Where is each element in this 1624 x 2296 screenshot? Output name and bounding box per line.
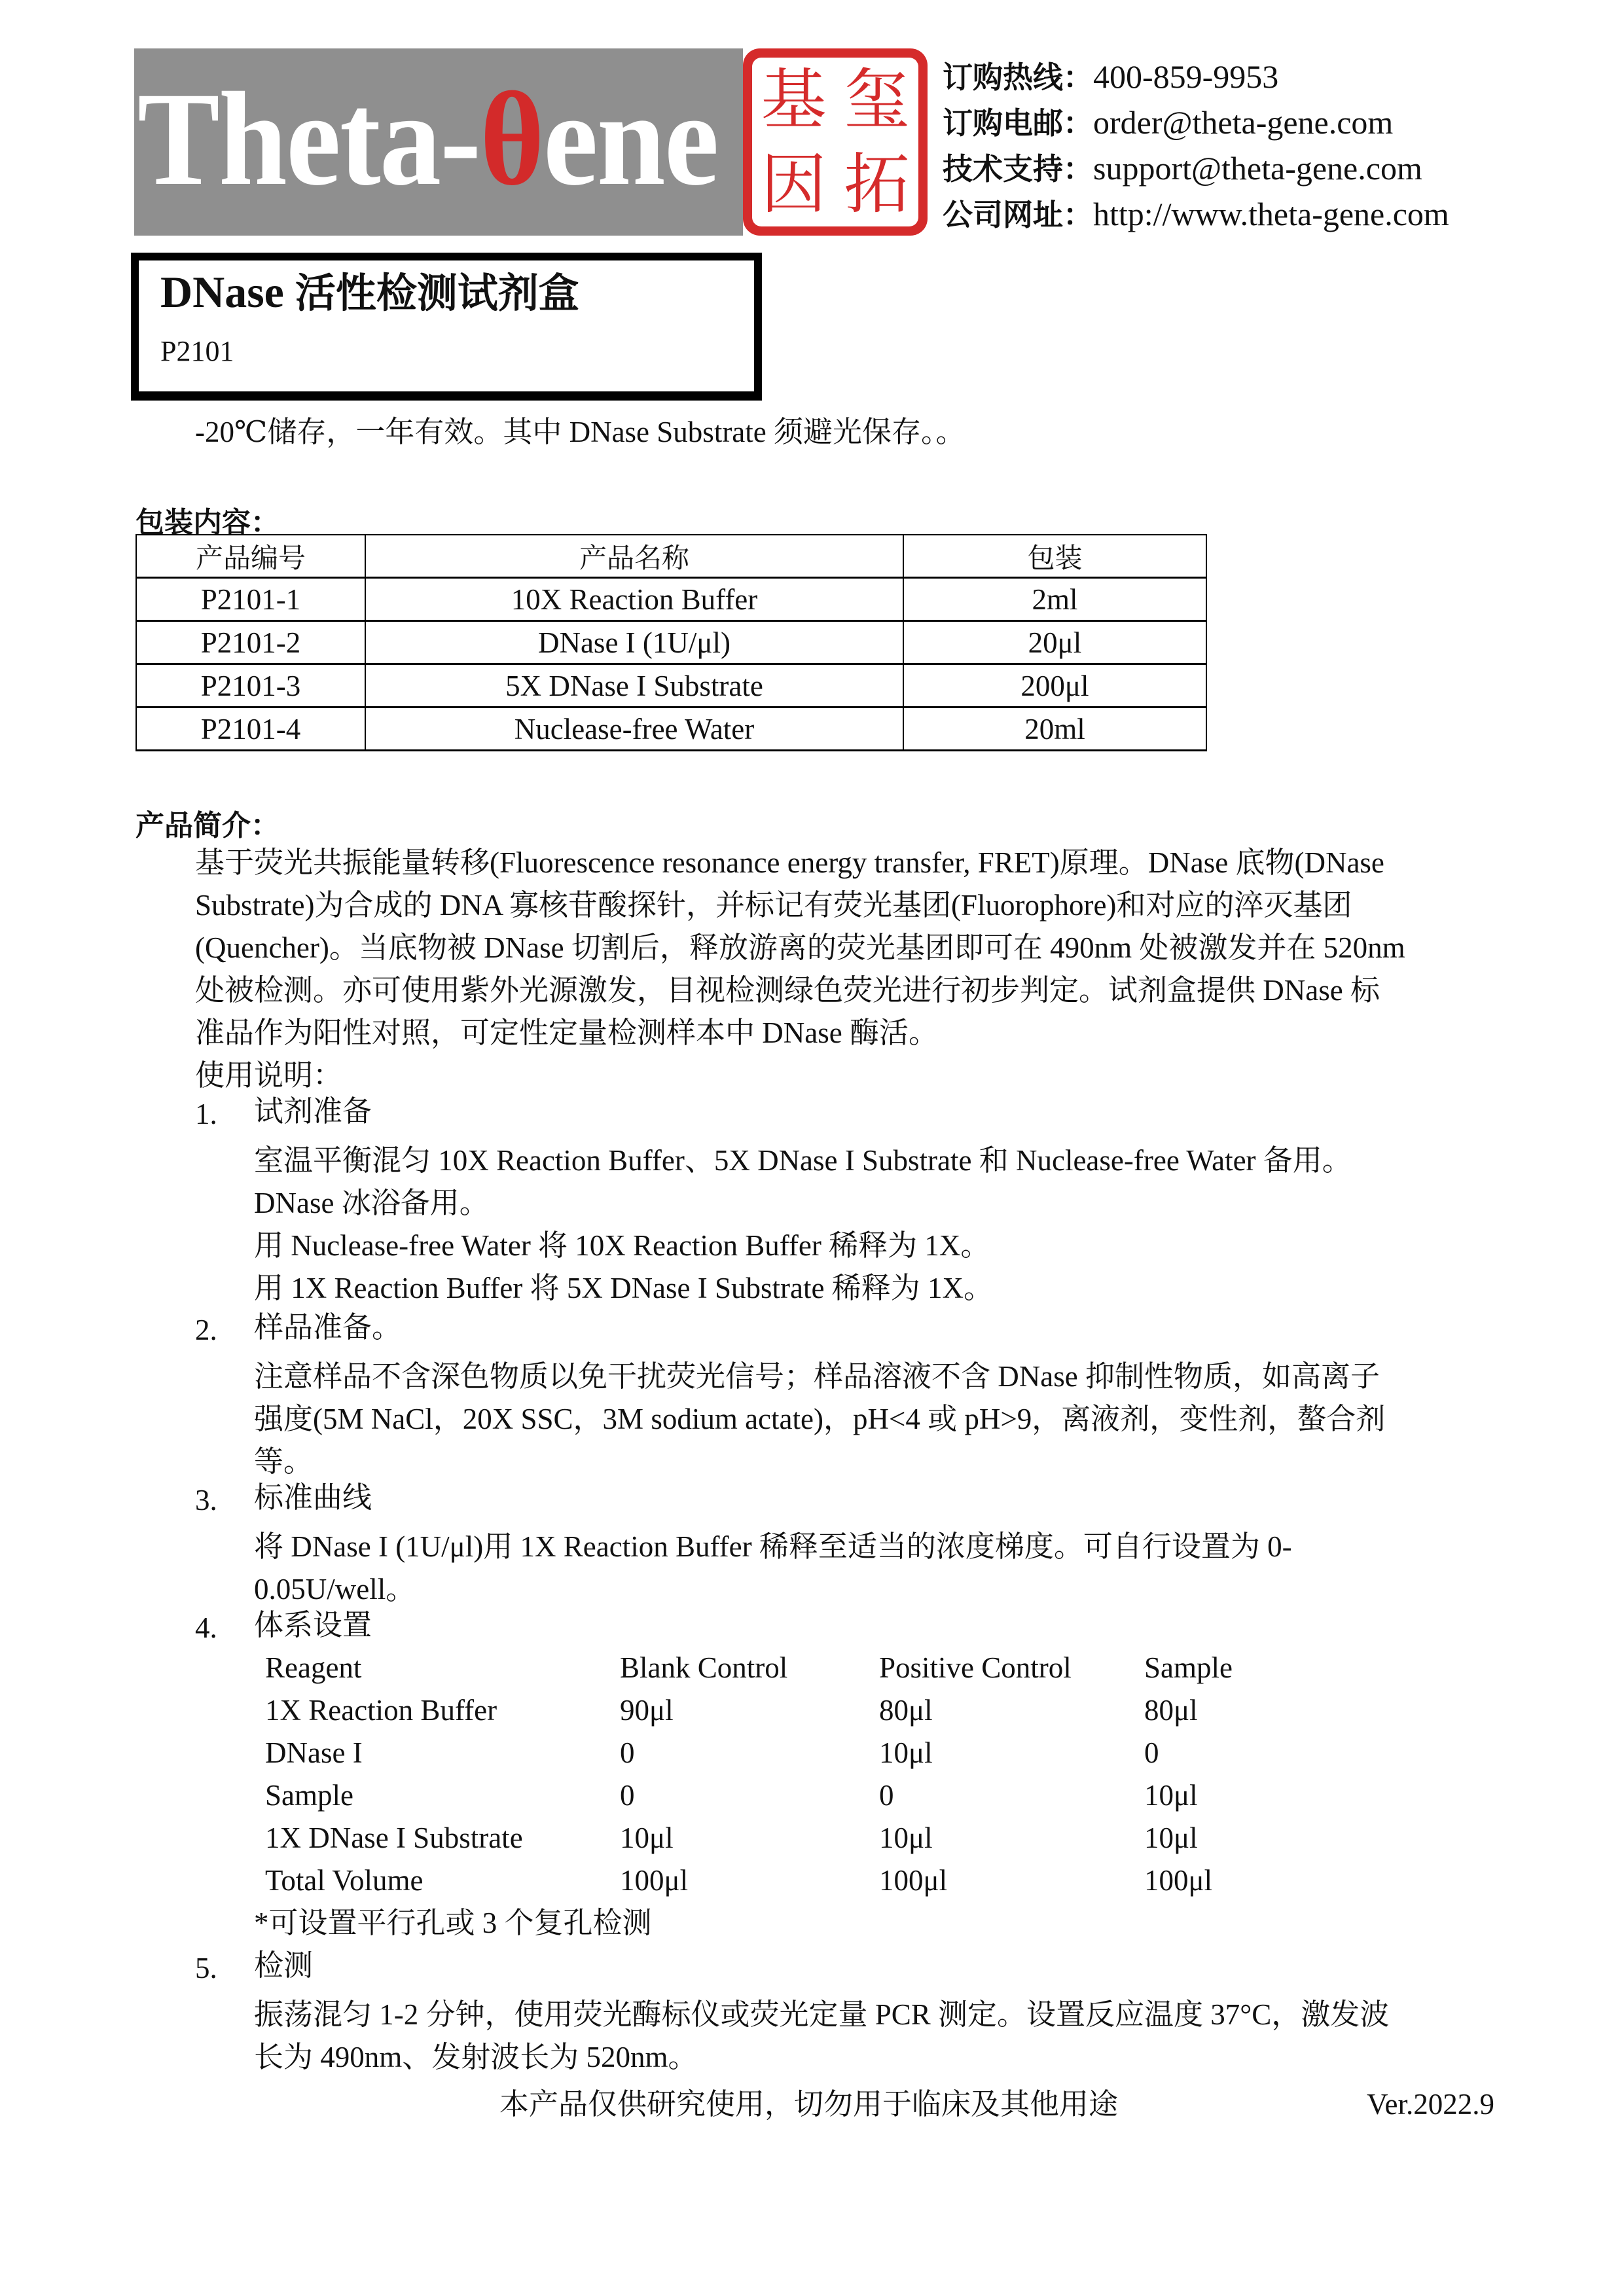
positive-control-value: 10μl (879, 1736, 933, 1769)
seal-char: 因 (761, 145, 827, 223)
column-header: Reagent (265, 1651, 362, 1684)
positive-control-value: 100μl (879, 1864, 948, 1897)
order-email-link[interactable]: order@theta-gene.com (1093, 104, 1394, 141)
step-line: 注意样品不含深色物质以免干扰荧光信号；样品溶液不含 DNase 抑制性物质，如高离子 (254, 1360, 1380, 1393)
intro-paragraph (195, 842, 1504, 1097)
step-number: 1. (195, 1098, 217, 1130)
step-title: 样品准备。 (254, 1311, 402, 1344)
contact-label: 订购热线： (943, 60, 1093, 95)
intro-line: (Quencher)。当底物被 DNase 切割后，释放游离的荧光基团即可在 490nm 处被激发并在 520nm (195, 931, 1405, 964)
contact-label: 订购电邮： (943, 105, 1093, 141)
intro-line: 准品作为阳性对照，可定性定量检测样本中 DNase 酶活。 (195, 1016, 938, 1049)
usage-heading: 使用说明： (195, 1059, 343, 1092)
step-line: 将 DNase I (1U/μl)用 1X Reaction Buffer 稀释至适当的浓度梯度。可自行设置为 0- (254, 1530, 1292, 1563)
hotline-number[interactable]: 400-859-9953 (1093, 58, 1279, 95)
reagent-name: DNase I (265, 1736, 363, 1769)
cell-code: P2101-4 (136, 708, 365, 751)
reagent-name: 1X Reaction Buffer (265, 1694, 497, 1727)
step-body (254, 1139, 1563, 1310)
sample-value: 100μl (1144, 1864, 1213, 1897)
intro-line: Substrate)为合成的 DNA 寡核苷酸探针，并标记有荧光基团(Fluorophore)和对应的淬灭基团 (195, 889, 1352, 922)
column-header: 产品编号 (136, 535, 365, 578)
footer-version: Ver.2022.9 (1367, 2088, 1494, 2121)
intro-heading: 产品简介： (135, 809, 280, 842)
storage-note: -20℃储存，一年有效。其中 DNase Substrate 须避光保存。。 (195, 416, 965, 448)
blank-control-value: 0 (620, 1779, 635, 1812)
seal-char: 玺 (844, 61, 910, 138)
blank-control-value: 100μl (620, 1864, 689, 1897)
blank-control-value: 0 (620, 1736, 635, 1769)
step-title: 检测 (254, 1949, 314, 1982)
cell-name: 5X DNase I Substrate (365, 664, 903, 708)
logo-theta-glyph: θ (480, 65, 543, 213)
column-header: Sample (1144, 1651, 1233, 1684)
contact-label: 技术支持： (943, 151, 1093, 187)
website-link[interactable]: http://www.theta-gene.com (1093, 196, 1449, 232)
step-line: 等。 (254, 1445, 314, 1478)
table-row (136, 621, 1206, 664)
cell-code: P2101-3 (136, 664, 365, 708)
step-line: 用 Nuclease-free Water 将 10X Reaction Buffer 稀释为 1X。 (254, 1229, 990, 1262)
product-code: P2101 (160, 335, 234, 367)
brand-logo (137, 65, 718, 213)
table-row (136, 578, 1206, 621)
step-line: 振荡混匀 1-2 分钟，使用荧光酶标仪或荧光定量 PCR 测定。设置反应温度 37°C，激发波 (254, 1998, 1390, 2031)
sample-value: 80μl (1144, 1694, 1198, 1727)
cell-name: 10X Reaction Buffer (365, 578, 903, 621)
step-line: 用 1X Reaction Buffer 将 5X DNase I Substrate 稀释为 1X。 (254, 1272, 993, 1304)
contact-support-email (943, 152, 1422, 185)
column-header: Blank Control (620, 1651, 788, 1684)
cell-code: P2101-1 (136, 578, 365, 621)
cell-code: P2101-2 (136, 621, 365, 664)
title-cn: 活性检测试剂盒 (295, 269, 579, 317)
seal-char: 拓 (844, 145, 910, 223)
step-title: 体系设置 (254, 1609, 372, 1641)
cell-size: 200μl (903, 664, 1206, 708)
step-title: 标准曲线 (254, 1481, 372, 1514)
step-line: 强度(5M NaCl，20X SSC，3M sodium actate)，pH<4 或 pH>9，离液剂，变性剂，螯合剂 (254, 1403, 1386, 1435)
contact-hotline (943, 60, 1278, 93)
step-line: DNase 冰浴备用。 (254, 1187, 489, 1219)
contact-website (943, 198, 1449, 230)
page-title (160, 267, 579, 317)
step-number: 3. (195, 1484, 217, 1516)
cell-size: 20ml (903, 708, 1206, 751)
package-heading: 包装内容： (135, 506, 280, 539)
step-body (254, 1355, 1563, 1483)
cell-name: DNase I (1U/μl) (365, 621, 903, 664)
step-line: 长为 490nm、发射波长为 520nm。 (254, 2041, 698, 2073)
positive-control-value: 80μl (879, 1694, 933, 1727)
sample-value: 0 (1144, 1736, 1159, 1769)
contact-order-email (943, 106, 1393, 139)
step-line: 室温平衡混匀 10X Reaction Buffer、5X DNase I Substrate 和 Nuclease-free Water 备用。 (254, 1144, 1352, 1177)
step-number: 5. (195, 1952, 217, 1984)
step-number: 2. (195, 1314, 217, 1346)
intro-line: 处被检测。亦可使用紫外光源激发，目视检测绿色荧光进行初步判定。试剂盒提供 DNase 标 (195, 974, 1380, 1007)
positive-control-value: 10μl (879, 1821, 933, 1854)
package-table (135, 534, 1207, 751)
cell-name: Nuclease-free Water (365, 708, 903, 751)
column-header: 产品名称 (365, 535, 903, 578)
step-body (254, 1994, 1563, 2079)
reagent-name: Total Volume (265, 1864, 424, 1897)
step-line: 0.05U/well。 (254, 1573, 416, 1605)
cell-size: 20μl (903, 621, 1206, 664)
reagent-name: Sample (265, 1779, 353, 1812)
step-number: 4. (195, 1611, 217, 1644)
title-en: DNase (160, 267, 284, 317)
contact-label: 公司网址： (943, 197, 1093, 232)
table-row (136, 708, 1206, 751)
blank-control-value: 10μl (620, 1821, 674, 1854)
reagent-name: 1X DNase I Substrate (265, 1821, 523, 1854)
support-email-link[interactable]: support@theta-gene.com (1093, 150, 1422, 187)
replicate-note: *可设置平行孔或 3 个复孔检测 (254, 1907, 652, 1939)
brand-seal (743, 48, 928, 236)
cell-size: 2ml (903, 578, 1206, 621)
table-header-row (136, 535, 1206, 578)
positive-control-value: 0 (879, 1779, 894, 1812)
footer-disclaimer: 本产品仅供研究使用，切勿用于临床及其他用途 (499, 2088, 1119, 2121)
sample-value: 10μl (1144, 1821, 1198, 1854)
table-row (136, 664, 1206, 708)
seal-char: 基 (761, 61, 827, 138)
step-body (254, 1526, 1563, 1611)
column-header: 包装 (903, 535, 1206, 578)
step-title: 试剂准备 (254, 1095, 372, 1128)
blank-control-value: 90μl (620, 1694, 674, 1727)
sample-value: 10μl (1144, 1779, 1198, 1812)
intro-line: 基于荧光共振能量转移(Fluorescence resonance energy transfer, FRET)原理。DNase 底物(DNase (195, 846, 1384, 879)
logo-suffix: ene (543, 65, 718, 213)
column-header: Positive Control (879, 1651, 1072, 1684)
logo-prefix: Theta- (137, 65, 480, 213)
